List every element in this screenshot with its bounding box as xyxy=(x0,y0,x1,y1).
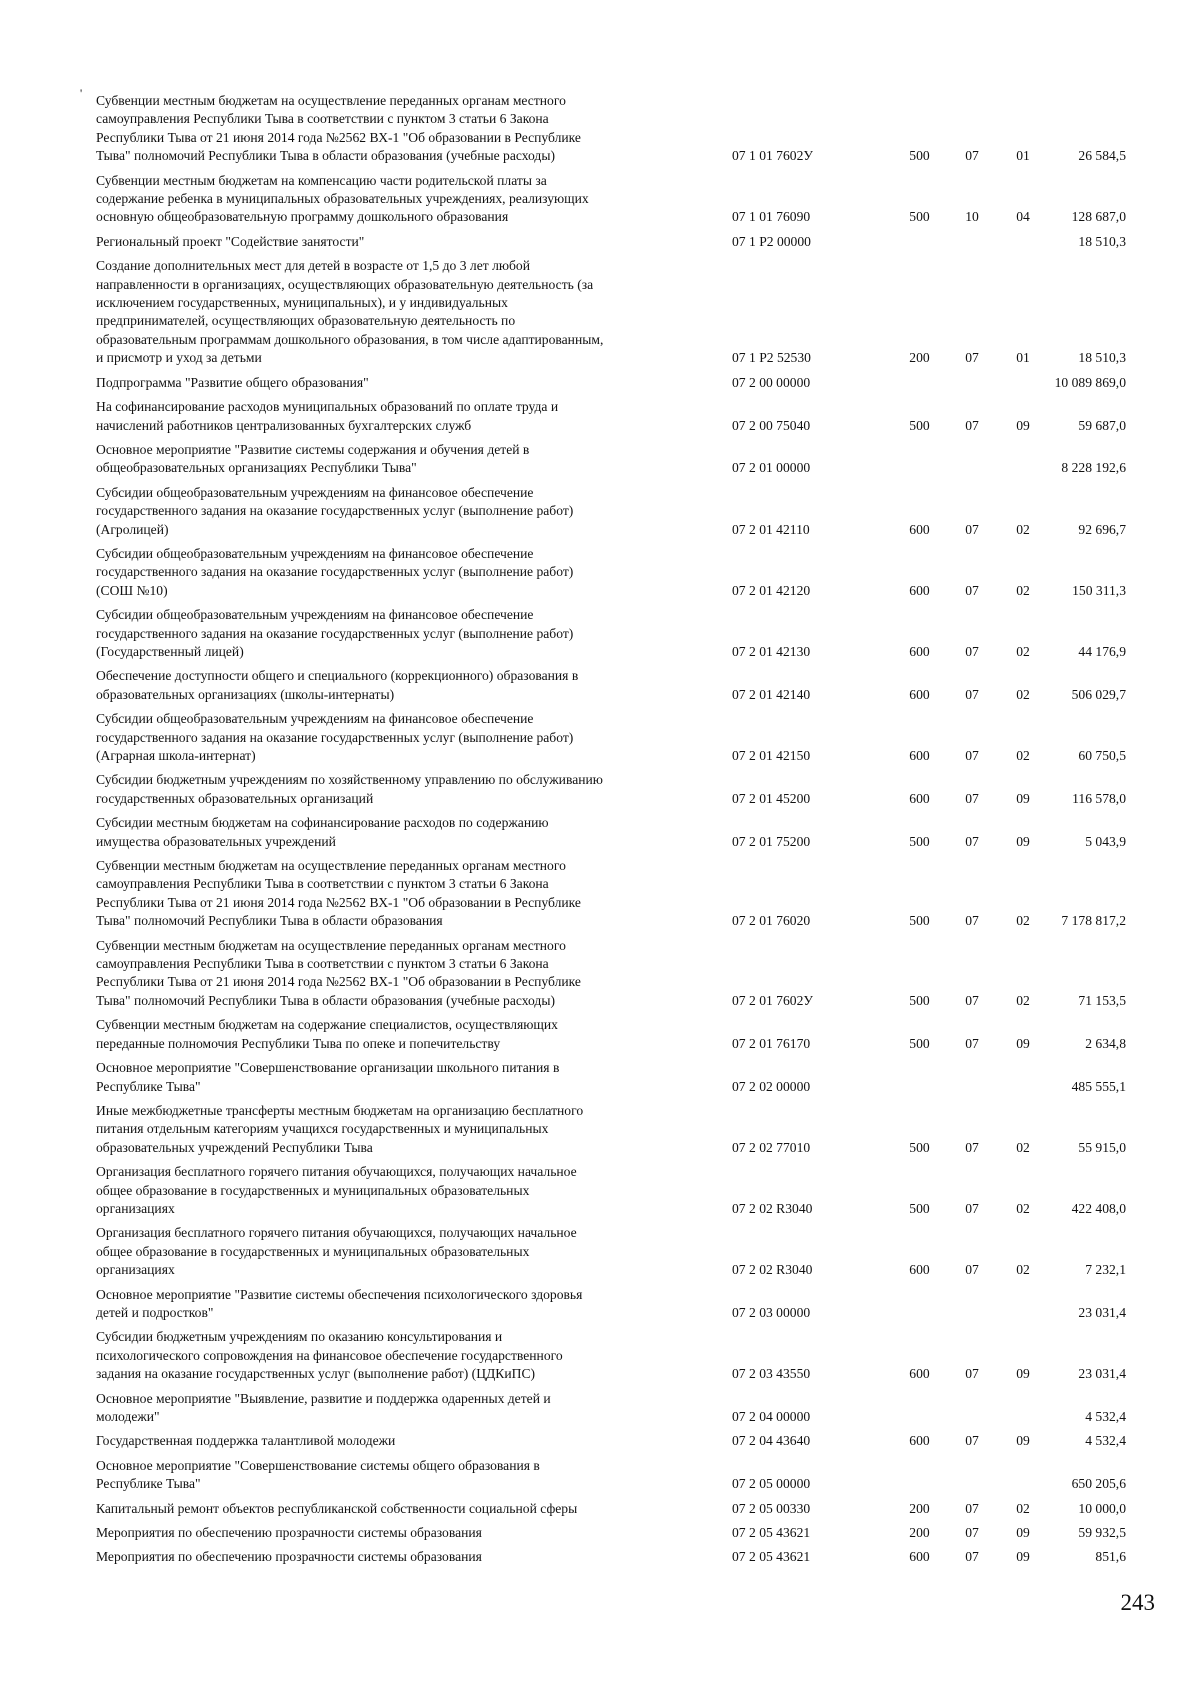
row-subsection: 09 xyxy=(1016,1433,1030,1449)
row-expense-type: 600 xyxy=(909,643,930,659)
row-subsection: 09 xyxy=(1016,1525,1030,1541)
table-row xyxy=(96,1500,1156,1521)
row-description: Государственная поддержка талантливой молодежи xyxy=(96,1433,396,1449)
row-subsection: 02 xyxy=(1016,686,1030,702)
table-row xyxy=(96,374,1156,395)
row-section: 07 xyxy=(965,1035,979,1051)
row-amount: 26 584,5 xyxy=(1078,148,1126,164)
row-code: 07 2 05 43621 xyxy=(732,1549,811,1565)
row-description: Субвенции местным бюджетам на компенсацию части родительской платы за содержание ребенка в муниципальных образовательных учреждениях, реализующих основную общеобразовательную программу дошкольного образования xyxy=(96,172,589,225)
row-description: Мероприятия по обеспечению прозрачности системы образования xyxy=(96,1525,482,1541)
row-subsection: 01 xyxy=(1016,148,1030,164)
row-amount: 10 089 869,0 xyxy=(1054,374,1126,390)
row-section: 07 xyxy=(965,992,979,1008)
row-code: 07 2 01 42130 xyxy=(732,643,811,659)
row-description: Подпрограмма "Развитие общего образования" xyxy=(96,374,369,390)
row-description: Основное мероприятие "Выявление, развитие и поддержка одаренных детей и молодежи" xyxy=(96,1390,551,1424)
row-section: 07 xyxy=(965,1500,979,1516)
row-description: Субсидии общеобразовательным учреждениям на финансовое обеспечение государственного задания на оказание государственных услуг (выполнение работ) (Государственный лицей) xyxy=(96,607,574,659)
row-section: 07 xyxy=(965,350,979,366)
table-row xyxy=(96,857,1156,934)
row-description: Субвенции местным бюджетам на осуществление переданных органам местного самоуправления Республики Тыва в соответствии с пунктом 3 статьи 6 Закона Республики Тыва от 21 июня 2014 года №2562 ВХ-1 "Об образовании в Республике Тыва" полномочий Республики Тыва в области образования (учебные расходы) xyxy=(96,93,581,164)
row-amount: 59 687,0 xyxy=(1078,417,1126,433)
row-amount: 851,6 xyxy=(1095,1549,1126,1565)
table-row xyxy=(96,1432,1156,1453)
table-row xyxy=(96,1457,1156,1497)
table-row xyxy=(96,1224,1156,1282)
row-subsection: 09 xyxy=(1016,1366,1030,1382)
row-expense-type: 500 xyxy=(909,209,930,225)
row-code: 07 2 02 77010 xyxy=(732,1139,811,1155)
row-subsection: 02 xyxy=(1016,1262,1030,1278)
row-expense-type: 500 xyxy=(909,1200,930,1216)
row-expense-type: 600 xyxy=(909,1433,930,1449)
row-section: 07 xyxy=(965,582,979,598)
table-row xyxy=(96,233,1156,254)
row-subsection: 02 xyxy=(1016,748,1030,763)
row-section: 07 xyxy=(965,833,979,849)
row-section: 07 xyxy=(965,1433,979,1449)
row-section: 07 xyxy=(965,643,979,659)
row-amount: 2 634,8 xyxy=(1085,1035,1126,1051)
budget-table xyxy=(96,92,1156,1573)
table-row xyxy=(96,441,1156,481)
row-code: 07 2 00 75040 xyxy=(732,417,811,433)
row-subsection: 09 xyxy=(1016,1549,1030,1565)
table-row xyxy=(96,1059,1156,1099)
row-expense-type: 200 xyxy=(909,1525,930,1541)
row-code: 07 2 05 00000 xyxy=(732,1476,811,1492)
row-amount: 128 687,0 xyxy=(1071,209,1126,225)
row-code: 07 2 04 43640 xyxy=(732,1433,811,1449)
row-expense-type: 200 xyxy=(909,1500,930,1516)
row-amount: 422 408,0 xyxy=(1071,1200,1126,1216)
row-amount: 4 532,4 xyxy=(1085,1433,1126,1449)
row-description: Основное мероприятие "Совершенствование системы общего образования в Республике Тыва" xyxy=(96,1457,540,1492)
row-section: 07 xyxy=(965,417,979,433)
table-row xyxy=(96,172,1156,230)
row-description: Основное мероприятие "Развитие системы содержания и обучения детей в общеобразовательных организациях Республики Тыва" xyxy=(96,441,530,476)
row-description: Субсидии бюджетным учреждениям по хозяйственному управлению по обслуживанию государственных образовательных организаций xyxy=(96,772,603,806)
table-row xyxy=(96,545,1156,603)
row-code: 07 2 01 00000 xyxy=(732,460,811,476)
row-section: 07 xyxy=(965,1366,979,1382)
row-amount: 23 031,4 xyxy=(1078,1366,1126,1382)
row-description: Субвенции местным бюджетам на осуществление переданных органам местного самоуправления Республики Тыва в соответствии с пунктом 3 статьи 6 Закона Республики Тыва от 21 июня 2014 года №2562 ВХ-1 "Об образовании в Республике Тыва" полномочий Республики Тыва в области образования (учебные расходы) xyxy=(96,937,581,1008)
table-row xyxy=(96,771,1156,811)
row-amount: 7 232,1 xyxy=(1085,1262,1126,1278)
row-amount: 18 510,3 xyxy=(1078,233,1126,249)
row-description: Субвенции местным бюджетам на осуществление переданных органам местного самоуправления Республики Тыва в соответствии с пунктом 3 статьи 6 Закона Республики Тыва от 21 июня 2014 года №2562 ВХ-1 "Об образовании в Республике Тыва" полномочий Республики Тыва в области образования xyxy=(96,858,581,929)
row-amount: 4 532,4 xyxy=(1085,1409,1126,1424)
row-section: 07 xyxy=(965,1200,979,1216)
row-description: Обеспечение доступности общего и специального (коррекционного) образования в образовательных организациях (школы-интернаты) xyxy=(96,668,579,702)
row-section: 07 xyxy=(965,1139,979,1155)
row-section: 07 xyxy=(965,1549,979,1565)
table-row xyxy=(96,1524,1156,1545)
row-description: Основное мероприятие "Совершенствование организации школьного питания в Республике Тыва" xyxy=(96,1060,560,1094)
row-subsection: 01 xyxy=(1016,350,1030,366)
row-amount: 506 029,7 xyxy=(1071,686,1126,702)
row-amount: 8 228 192,6 xyxy=(1061,460,1126,476)
row-expense-type: 200 xyxy=(909,350,930,366)
row-subsection: 02 xyxy=(1016,643,1030,659)
row-code: 07 2 02 R3040 xyxy=(732,1262,813,1278)
row-code: 07 2 02 R3040 xyxy=(732,1200,813,1216)
row-subsection: 02 xyxy=(1016,582,1030,598)
row-expense-type: 600 xyxy=(909,582,930,598)
table-row xyxy=(96,1390,1156,1430)
table-row xyxy=(96,1328,1156,1386)
row-amount: 5 043,9 xyxy=(1085,833,1126,849)
table-row xyxy=(96,814,1156,854)
row-expense-type: 500 xyxy=(909,1035,930,1051)
row-section: 07 xyxy=(965,1525,979,1541)
row-subsection: 02 xyxy=(1016,1500,1030,1516)
row-code: 07 1 P2 52530 xyxy=(732,350,811,366)
table-row xyxy=(96,484,1156,542)
row-code: 07 2 01 42110 xyxy=(732,521,810,537)
row-expense-type: 600 xyxy=(909,1549,930,1565)
row-subsection: 09 xyxy=(1016,417,1030,433)
row-amount: 44 176,9 xyxy=(1078,643,1126,659)
table-row xyxy=(96,257,1156,370)
row-expense-type: 600 xyxy=(909,686,930,702)
table-row xyxy=(96,667,1156,707)
row-section: 07 xyxy=(965,148,979,164)
row-amount: 10 000,0 xyxy=(1078,1500,1126,1516)
row-code: 07 2 05 00330 xyxy=(732,1500,811,1516)
row-code: 07 2 03 00000 xyxy=(732,1304,811,1320)
table-row xyxy=(96,1163,1156,1221)
row-description: Субсидии общеобразовательным учреждениям на финансовое обеспечение государственного задания на оказание государственных услуг (выполнение работ) (СОШ №10) xyxy=(96,545,574,598)
row-code: 07 2 01 42150 xyxy=(732,748,811,763)
row-amount: 71 153,5 xyxy=(1078,992,1126,1008)
row-subsection: 04 xyxy=(1016,209,1030,225)
row-subsection: 02 xyxy=(1016,913,1030,929)
row-section: 07 xyxy=(965,521,979,537)
row-description: Субсидии общеобразовательным учреждениям на финансовое обеспечение государственного задания на оказание государственных услуг (выполнение работ) (Аграрная школа-интернат) xyxy=(96,711,574,763)
row-code: 07 2 01 76170 xyxy=(732,1035,811,1051)
row-description: Субсидии общеобразовательным учреждениям на финансовое обеспечение государственного задания на оказание государственных услуг (выполнение работ) (Агролицей) xyxy=(96,484,574,537)
row-amount: 60 750,5 xyxy=(1078,748,1126,763)
row-code: 07 2 05 43621 xyxy=(732,1525,811,1541)
row-expense-type: 500 xyxy=(909,1139,930,1155)
row-amount: 116 578,0 xyxy=(1072,790,1126,806)
row-code: 07 2 01 42140 xyxy=(732,686,811,702)
row-code: 07 2 01 42120 xyxy=(732,582,811,598)
table-row xyxy=(96,1016,1156,1056)
row-amount: 7 178 817,2 xyxy=(1061,913,1126,929)
table-row xyxy=(96,1548,1156,1569)
row-description: Капитальный ремонт объектов республиканской собственности социальной сферы xyxy=(96,1500,578,1516)
row-amount: 59 932,5 xyxy=(1078,1525,1126,1541)
row-expense-type: 600 xyxy=(909,1262,930,1278)
row-subsection: 09 xyxy=(1016,1035,1030,1051)
row-expense-type: 500 xyxy=(909,913,930,929)
row-expense-type: 600 xyxy=(909,1366,930,1382)
row-section: 07 xyxy=(965,913,979,929)
row-description: Основное мероприятие "Развитие системы обеспечения психологического здоровья детей и подростков" xyxy=(96,1286,583,1320)
row-code: 07 2 01 45200 xyxy=(732,790,811,806)
row-description: Создание дополнительных мест для детей в возрасте от 1,5 до 3 лет любой направленности в организациях, осуществляющих образовательную деятельность (за исключением государственных, муниципальных), и у индивидуальных предпринимателей, осуществляющих образовательную деятельность по образовательным программам дошкольного образования, в том числе адаптированным, и присмотр и уход за детьми xyxy=(96,258,604,366)
row-expense-type: 600 xyxy=(909,790,930,806)
row-code: 07 2 01 76020 xyxy=(732,913,811,929)
row-expense-type: 500 xyxy=(909,992,930,1008)
table-row xyxy=(96,1102,1156,1160)
table-row xyxy=(96,606,1156,664)
row-description: Мероприятия по обеспечению прозрачности системы образования xyxy=(96,1549,482,1565)
page-number: 243 xyxy=(1120,1590,1155,1615)
row-amount: 18 510,3 xyxy=(1078,350,1126,366)
row-code: 07 2 01 75200 xyxy=(732,833,811,849)
row-code: 07 1 01 76090 xyxy=(732,209,811,225)
row-expense-type: 600 xyxy=(909,521,930,537)
row-description: На софинансирование расходов муниципальных образований по оплате труда и начислений работников централизованных бухгалтерских служб xyxy=(96,399,559,433)
row-code: 07 2 02 00000 xyxy=(732,1078,811,1094)
row-code: 07 1 P2 00000 xyxy=(732,233,811,249)
row-amount: 485 555,1 xyxy=(1071,1078,1126,1094)
row-amount: 150 311,3 xyxy=(1072,582,1126,598)
row-amount: 55 915,0 xyxy=(1078,1139,1126,1155)
row-subsection: 02 xyxy=(1016,1200,1030,1216)
row-expense-type: 500 xyxy=(909,148,930,164)
row-section: 07 xyxy=(965,748,979,763)
row-amount: 650 205,6 xyxy=(1071,1476,1126,1492)
row-code: 07 2 04 00000 xyxy=(732,1409,811,1424)
row-description: Иные межбюджетные трансферты местным бюджетам на организацию бесплатного питания отдельным категориям учащихся государственных и муниципальных образовательных учреждений Республики Тыва xyxy=(96,1102,584,1155)
row-subsection: 09 xyxy=(1016,833,1030,849)
table-row xyxy=(96,92,1156,169)
table-row xyxy=(96,1286,1156,1326)
row-code: 07 2 00 00000 xyxy=(732,374,811,390)
table-row xyxy=(96,710,1156,768)
scan-mark: ' xyxy=(80,86,83,100)
row-section: 07 xyxy=(965,790,979,806)
row-expense-type: 600 xyxy=(909,748,930,763)
row-section: 07 xyxy=(965,686,979,702)
row-section: 10 xyxy=(965,209,979,225)
row-subsection: 02 xyxy=(1016,992,1030,1008)
row-amount: 92 696,7 xyxy=(1078,521,1126,537)
table-row xyxy=(96,937,1156,1014)
row-description: Организация бесплатного горячего питания обучающихся, получающих начальное общее образование в государственных и муниципальных образовательных организациях xyxy=(96,1164,577,1216)
row-subsection: 09 xyxy=(1016,790,1030,806)
row-description: Субвенции местным бюджетам на содержание специалистов, осуществляющих переданные полномочия Республики Тыва по опеке и попечительству xyxy=(96,1017,558,1051)
row-expense-type: 500 xyxy=(909,833,930,849)
row-expense-type: 500 xyxy=(909,417,930,433)
row-description: Субсидии местным бюджетам на софинансирование расходов по содержанию имущества образовательных учреждений xyxy=(96,815,549,849)
row-description: Субсидии бюджетным учреждениям по оказанию консультирования и психологического сопровождения на финансовое обеспечение государственного задания на оказание государственных услуг (выполнение работ) (ЦДКиПС) xyxy=(96,1329,563,1382)
table-row xyxy=(96,398,1156,438)
row-subsection: 02 xyxy=(1016,521,1030,537)
row-description: Региональный проект "Содействие занятости" xyxy=(96,233,365,249)
row-code: 07 2 03 43550 xyxy=(732,1366,811,1382)
row-code: 07 2 01 7602У xyxy=(732,992,813,1008)
row-amount: 23 031,4 xyxy=(1078,1304,1126,1320)
row-description: Организация бесплатного горячего питания обучающихся, получающих начальное общее образование в государственных и муниципальных образовательных организациях xyxy=(96,1225,577,1278)
row-code: 07 1 01 7602У xyxy=(732,148,813,164)
row-subsection: 02 xyxy=(1016,1139,1030,1155)
row-section: 07 xyxy=(965,1262,979,1278)
